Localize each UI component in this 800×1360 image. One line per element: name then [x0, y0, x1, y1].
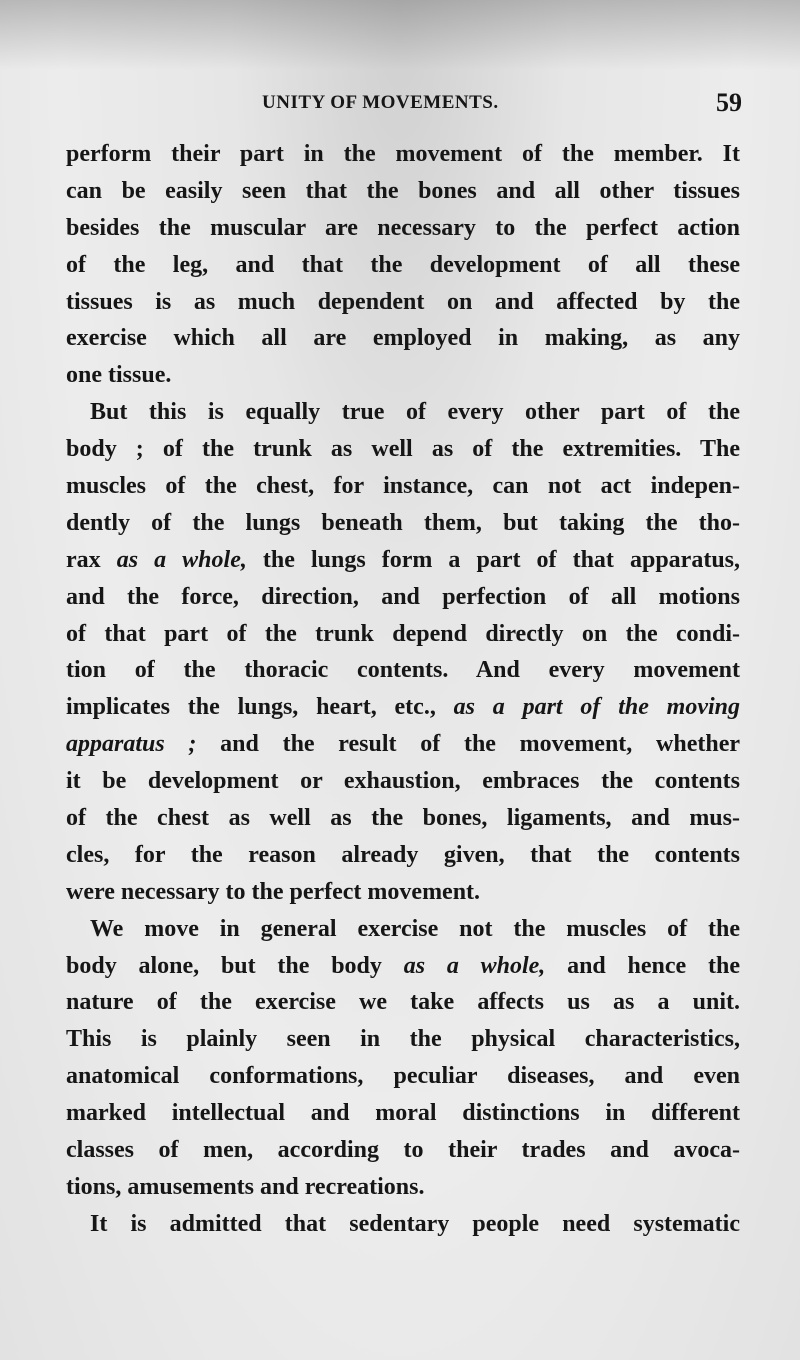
italic-text: as a part of the moving — [453, 694, 741, 721]
text-line — [66, 173, 740, 210]
text-segment: besides the muscular are necessary to the perfect action — [66, 214, 740, 241]
text-line — [66, 616, 740, 653]
text-line — [66, 948, 740, 985]
page-number: 59 — [716, 88, 742, 117]
text-line — [66, 357, 740, 394]
text-line — [66, 579, 740, 616]
text-segment: of the chest as well as the bones, ligaments, and mus- — [66, 805, 740, 832]
text-line — [66, 652, 740, 689]
text-line — [66, 505, 740, 542]
text-segment: muscles of the chest, for instance, can not act indepen- — [66, 473, 740, 500]
text-segment: But this is equally true of every other part of the — [90, 399, 740, 426]
text-segment: nature of the exercise we take affects us as a unit. — [66, 989, 740, 1016]
text-segment: dently of the lungs beneath them, but taking the tho- — [66, 509, 740, 536]
text-segment: implicates the lungs, heart, etc., — [66, 694, 454, 721]
text-segment: tion of the thoracic contents. And every movement — [66, 657, 740, 684]
text-line — [66, 874, 740, 911]
text-segment: perform their part in the movement of the member. It — [66, 141, 740, 167]
running-head-title: UNITY OF MOVEMENTS. — [262, 92, 499, 113]
text-line — [66, 689, 740, 726]
text-segment: the lungs form a part of that apparatus, — [246, 546, 741, 573]
text-line — [66, 320, 740, 357]
text-segment: classes of men, according to their trades and avoca- — [66, 1137, 740, 1164]
text-line — [66, 468, 740, 505]
text-segment: tions, amusements and recreations. — [66, 1173, 425, 1200]
text-line — [66, 136, 740, 173]
text-line — [66, 1169, 740, 1206]
text-line — [66, 1206, 740, 1243]
text-line — [66, 431, 740, 468]
text-segment: one tissue. — [66, 362, 172, 389]
text-segment: cles, for the reason already given, that the contents — [66, 841, 740, 868]
text-line — [66, 284, 740, 321]
text-segment: It is admitted that sedentary people need systematic — [90, 1210, 740, 1237]
text-segment: and hence the — [545, 952, 740, 979]
italic-text: as a whole, — [403, 952, 546, 979]
text-segment: rax — [66, 546, 117, 573]
text-line — [66, 210, 740, 247]
page-top-shadow — [0, 0, 800, 70]
text-line — [66, 1058, 740, 1095]
text-line — [66, 1021, 740, 1058]
text-segment: and the force, direction, and perfection of all motions — [66, 583, 740, 610]
text-segment: tissues is as much dependent on and affected by the — [66, 288, 740, 315]
text-segment: it be development or exhaustion, embraces the contents — [66, 768, 740, 795]
text-segment: can be easily seen that the bones and all other tissues — [66, 177, 740, 204]
text-line — [66, 542, 740, 579]
text-line — [66, 394, 740, 431]
text-line — [66, 1132, 740, 1169]
text-line — [66, 984, 740, 1021]
text-line — [66, 763, 740, 800]
italic-text: as a whole, — [116, 546, 247, 573]
text-line — [66, 726, 740, 763]
text-segment: This is plainly seen in the physical characteristics, — [66, 1026, 740, 1053]
text-line — [66, 1095, 740, 1132]
text-segment: anatomical conformations, peculiar diseases, and even — [66, 1063, 740, 1090]
text-line — [66, 247, 740, 284]
body-text — [66, 136, 740, 1243]
text-segment: marked intellectual and moral distinctions in different — [66, 1100, 740, 1127]
running-head — [66, 88, 742, 122]
text-segment: of the leg, and that the development of all these — [66, 251, 740, 278]
text-line — [66, 837, 740, 874]
text-segment: exercise which all are employed in making, as any — [66, 325, 740, 352]
text-segment: body alone, but the body — [66, 952, 404, 979]
text-line — [66, 800, 740, 837]
text-segment: of that part of the trunk depend directly on the condi- — [66, 620, 740, 647]
text-segment: were necessary to the perfect movement. — [66, 878, 481, 905]
text-line — [66, 911, 740, 948]
text-segment: body ; of the trunk as well as of the extremities. The — [66, 436, 740, 463]
text-segment: We move in general exercise not the muscles of the — [90, 915, 740, 942]
italic-text: apparatus ; — [66, 731, 197, 758]
text-segment: and the result of the movement, whether — [196, 731, 741, 758]
